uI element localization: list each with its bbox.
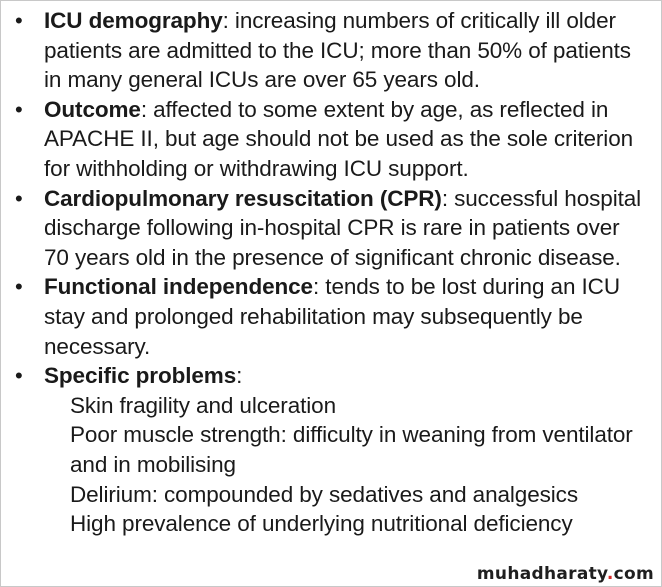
list-item-functional-independence xyxy=(0,272,662,361)
list-item-specific-problems xyxy=(0,361,662,539)
item-term: Functional independence xyxy=(44,274,313,300)
bullet-icon: • xyxy=(15,274,23,300)
item-text: : increasing numbers of critically ill older patients are admitted to the ICU; more than 50% of patients in many general ICUs are over 65 years old. xyxy=(44,8,631,93)
item-term: Cardiopulmonary resuscitation (CPR) xyxy=(44,185,442,211)
item-text: : affected to some extent by age, as reflected in APACHE II, but age should not be used as the sole criterion for withholding or withdrawing ICU support. xyxy=(44,96,634,181)
list-item-cpr xyxy=(0,184,662,273)
bullet-icon: • xyxy=(15,8,23,33)
list-item-icu-demography xyxy=(0,6,662,95)
item-term: ICU demography xyxy=(44,8,223,33)
bullet-icon: • xyxy=(15,363,23,389)
sub-item: Poor muscle strength: difficulty in weaning from ventilator and in mobilising xyxy=(70,422,633,477)
sub-item: Delirium: compounded by sedatives and analgesics xyxy=(70,481,578,507)
sub-item: Skin fragility and ulceration xyxy=(70,392,336,418)
watermark-tld: com xyxy=(613,564,654,584)
watermark-dot: . xyxy=(606,564,614,584)
bullet-icon: • xyxy=(15,185,23,211)
watermark-name: muhadharaty xyxy=(476,564,607,584)
item-term: Outcome xyxy=(44,96,141,122)
bullet-list xyxy=(0,6,662,539)
watermark-logo xyxy=(477,564,654,584)
sub-item: High prevalence of underlying nutritional deficiency xyxy=(70,511,573,537)
bullet-icon: • xyxy=(15,96,23,122)
list-item-outcome xyxy=(0,95,662,184)
item-text: : xyxy=(236,363,243,389)
item-term: Specific problems xyxy=(44,363,237,389)
item-text: : successful hospital discharge following in-hospital CPR is rare in patients over 70 years old in the presence of significant chronic disease. xyxy=(44,185,642,270)
item-text: : tends to be lost during an ICU stay and prolonged rehabilitation may subsequently be necessary. xyxy=(44,274,620,359)
